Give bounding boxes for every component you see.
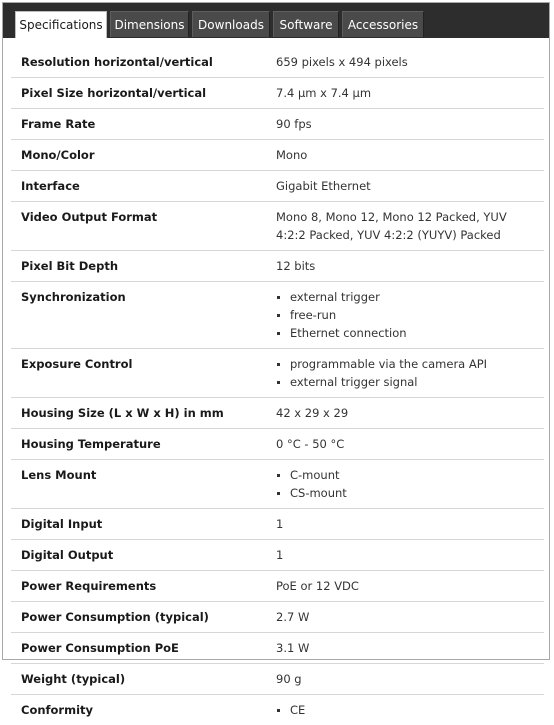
table-row: [11, 109, 544, 140]
spec-value: 90 fps: [266, 109, 544, 140]
spec-label: Power Requirements: [11, 571, 266, 602]
list-item: Ethernet connection: [276, 324, 534, 342]
table-row: [11, 695, 544, 725]
spec-label: Housing Size (L x W x H) in mm: [11, 398, 266, 429]
table-row: [11, 602, 544, 633]
spec-label: Power Consumption (typical): [11, 602, 266, 633]
tab-downloads[interactable]: Downloads: [192, 11, 270, 37]
spec-value: 12 bits: [266, 251, 544, 282]
spec-label: Interface: [11, 171, 266, 202]
spec-label: Synchronization: [11, 282, 266, 349]
spec-value: 90 g: [266, 664, 544, 695]
list-item: CS-mount: [276, 484, 534, 502]
spec-value-list: [276, 701, 534, 719]
spec-value-list: [276, 466, 534, 502]
table-row: [11, 633, 544, 664]
spec-value: 3.1 W: [266, 633, 544, 664]
table-row: [11, 171, 544, 202]
spec-value: 659 pixels x 494 pixels: [266, 47, 544, 78]
table-row: [11, 540, 544, 571]
table-row: [11, 398, 544, 429]
spec-label: Lens Mount: [11, 460, 266, 509]
table-row: [11, 460, 544, 509]
spec-value-list: [276, 355, 534, 391]
spec-label: Weight (typical): [11, 664, 266, 695]
product-details-panel: [2, 2, 550, 660]
spec-label: Video Output Format: [11, 202, 266, 251]
table-row: [11, 140, 544, 171]
table-row: [11, 664, 544, 695]
table-row: [11, 571, 544, 602]
spec-label: Pixel Bit Depth: [11, 251, 266, 282]
spec-value: Mono 8, Mono 12, Mono 12 Packed, YUV 4:2:2 Packed, YUV 4:2:2 (YUYV) Packed: [266, 202, 544, 251]
spec-value: [266, 695, 544, 725]
table-row: [11, 282, 544, 349]
tab-specifications[interactable]: Specifications: [15, 11, 107, 38]
list-item: programmable via the camera API: [276, 355, 534, 373]
spec-label: Exposure Control: [11, 349, 266, 398]
tab-dimensions[interactable]: Dimensions: [110, 11, 189, 37]
list-item: free-run: [276, 306, 534, 324]
spec-value-list: [276, 288, 534, 342]
spec-value: 1: [266, 540, 544, 571]
spec-value: 2.7 W: [266, 602, 544, 633]
spec-label: Frame Rate: [11, 109, 266, 140]
table-row: [11, 509, 544, 540]
spec-label: Pixel Size horizontal/vertical: [11, 78, 266, 109]
spec-value: 0 °C - 50 °C: [266, 429, 544, 460]
table-row: [11, 429, 544, 460]
spec-label: Mono/Color: [11, 140, 266, 171]
spec-value: 42 x 29 x 29: [266, 398, 544, 429]
spec-value: 1: [266, 509, 544, 540]
tab-software[interactable]: Software: [273, 11, 339, 37]
tab-accessories[interactable]: Accessories: [342, 11, 424, 37]
table-row: [11, 78, 544, 109]
spec-label: Housing Temperature: [11, 429, 266, 460]
list-item: CE: [276, 701, 534, 719]
spec-label: Digital Output: [11, 540, 266, 571]
spec-value: Mono: [266, 140, 544, 171]
list-item: external trigger signal: [276, 373, 534, 391]
table-row: [11, 251, 544, 282]
spec-label: Power Consumption PoE: [11, 633, 266, 664]
spec-label: Conformity: [11, 695, 266, 725]
tab-bar: [3, 3, 549, 38]
specifications-table: [11, 47, 544, 725]
list-item: C-mount: [276, 466, 534, 484]
list-item: external trigger: [276, 288, 534, 306]
spec-value: Gigabit Ethernet: [266, 171, 544, 202]
spec-value: [266, 282, 544, 349]
spec-value: 7.4 µm x 7.4 µm: [266, 78, 544, 109]
table-row: [11, 47, 544, 78]
spec-value: [266, 349, 544, 398]
table-row: [11, 202, 544, 251]
spec-value: PoE or 12 VDC: [266, 571, 544, 602]
spec-label: Digital Input: [11, 509, 266, 540]
table-row: [11, 349, 544, 398]
spec-label: Resolution horizontal/vertical: [11, 47, 266, 78]
spec-value: [266, 460, 544, 509]
